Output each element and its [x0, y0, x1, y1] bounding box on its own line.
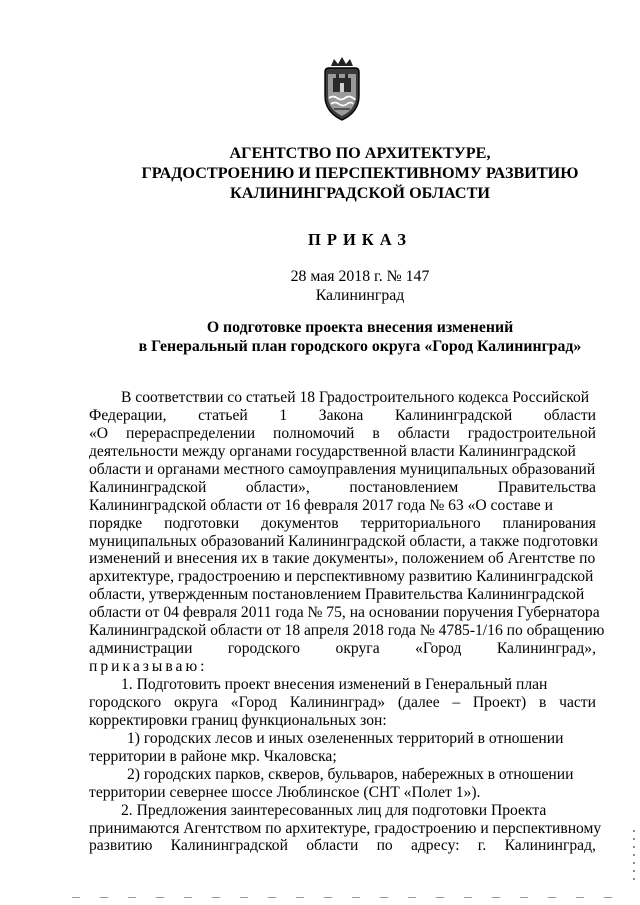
body-word: Проект) — [472, 693, 527, 711]
order-city: Калининград — [315, 287, 405, 304]
body-line — [89, 568, 596, 586]
body-line — [89, 640, 596, 658]
body-line — [89, 443, 596, 461]
body-word: адресу: — [410, 837, 460, 855]
body-line — [89, 802, 596, 820]
body-word: постановлением — [349, 478, 459, 496]
body-word: 1) городских лесов и иных озелененных территорий в отношении — [127, 729, 564, 747]
body-word: области от 04 февраля 2011 года № 75, на основании поручения Губернатора — [89, 604, 600, 622]
body-word: порядке — [89, 514, 143, 532]
body-word: деятельности между органами государственной власти Калининградской — [89, 442, 576, 460]
body-word: области», — [245, 478, 310, 496]
body-word: – — [452, 693, 461, 711]
agency-line: КАЛИНИНГРАДСКОЙ ОБЛАСТИ — [230, 184, 490, 202]
body-line — [89, 389, 596, 407]
order-subject — [80, 318, 640, 356]
body-line — [89, 694, 596, 712]
order-date-block — [80, 267, 640, 305]
body-line — [89, 819, 602, 838]
body-line — [89, 676, 596, 694]
body-word: Калининградской — [394, 406, 513, 424]
body-line — [89, 479, 596, 497]
body-word: в — [372, 424, 380, 442]
order-body — [89, 389, 605, 855]
scan-bottom-marks — [72, 897, 612, 899]
body-word: Калининград, — [504, 837, 596, 855]
body-line — [89, 604, 600, 622]
order-title: ПРИКАЗ — [308, 230, 412, 249]
body-word: области — [543, 406, 596, 424]
body-word: В соответствии со статьей 18 Градостроительного кодекса Российской — [121, 389, 590, 406]
body-line — [89, 586, 596, 604]
body-word: Закона — [318, 406, 364, 424]
body-word: 1. Подготовить проект внесения изменений в Генеральный план — [121, 676, 548, 693]
body-line — [89, 550, 596, 568]
body-word: г. — [477, 837, 487, 855]
body-line — [89, 784, 596, 802]
body-line — [89, 461, 596, 479]
body-word: городского — [89, 693, 162, 711]
body-word: округа — [335, 640, 380, 658]
body-word: области, утвержденным постановлением Правительства Калининградской — [89, 586, 585, 604]
scan-edge-marks — [633, 830, 636, 890]
body-line — [89, 748, 596, 766]
body-word: 2. Предложения заинтересованных лиц для подготовки Проекта — [121, 801, 547, 819]
body-line — [89, 425, 596, 443]
agency-line: ГРАДОСТРОЕНИЮ И ПЕРСПЕКТИВНОМУ РАЗВИТИЮ — [141, 164, 579, 182]
body-word: муниципальных образований Калининградской области, а также подготовки — [89, 532, 598, 550]
body-line — [89, 730, 596, 748]
body-line — [89, 497, 596, 515]
body-line — [89, 407, 596, 425]
body-word: «Город — [415, 640, 462, 658]
subject-line: в Генеральный план городского округа «Город Калининград» — [138, 338, 582, 355]
body-word: области — [306, 837, 359, 855]
body-word: в — [539, 693, 547, 711]
subject-line: О подготовке проекта внесения изменений — [206, 319, 514, 336]
body-line — [89, 712, 596, 730]
coat-of-arms-icon — [319, 56, 365, 122]
body-word: 1 — [279, 406, 288, 424]
body-line — [89, 515, 596, 533]
body-word: Калининградской области от 16 февраля 2017 года № 63 «О составе и — [89, 496, 553, 514]
body-word: изменений и внесения их в такие документы», положением об Агентстве по — [89, 550, 596, 568]
body-word: Калининградской — [170, 837, 288, 855]
body-word: Правительства — [497, 478, 596, 496]
body-word: планирования — [502, 514, 596, 532]
body-line — [89, 622, 605, 640]
body-word: полномочий — [273, 424, 355, 442]
body-line — [89, 766, 596, 784]
body-word: «Город — [230, 693, 278, 711]
body-word: округа — [173, 693, 219, 711]
body-line — [89, 658, 596, 676]
body-word: документов — [261, 514, 339, 532]
body-word: администрации — [89, 640, 193, 658]
body-word: (далее — [397, 693, 440, 711]
body-line — [89, 837, 596, 855]
body-word: Калининградской — [89, 478, 207, 496]
body-word: территории севернее шоссе Люблинское (СНТ «Полет 1»). — [89, 783, 481, 801]
agency-line: АГЕНТСТВО ПО АРХИТЕКТУРЕ, — [229, 144, 491, 162]
body-word: Калининград», — [496, 640, 596, 658]
body-word: территориального — [360, 514, 481, 532]
body-word: территории в районе мкр. Чкаловска; — [89, 747, 337, 765]
body-word: статьей — [198, 406, 248, 424]
body-word: Федерации, — [89, 406, 167, 424]
body-word: корректировки границ функциональных зон: — [89, 711, 387, 729]
body-word: «О — [89, 424, 109, 442]
body-word: принимаются Агентством по архитектуре, градостроению и перспективному — [89, 819, 602, 837]
body-word: по — [376, 837, 393, 855]
agency-name — [80, 143, 640, 203]
body-word: подготовки — [164, 514, 240, 532]
body-line — [89, 533, 596, 551]
body-word: области и органами местного самоуправления муниципальных образований — [89, 460, 596, 478]
body-word: Калининград» — [289, 693, 386, 711]
body-word: городского — [227, 640, 301, 658]
body-word: области — [397, 424, 450, 442]
body-word: 2) городских парков, скверов, бульваров, набережных в отношении — [127, 765, 574, 783]
body-word: Калининградской области от 18 апреля 2018 года № 4785-1/16 по обращению — [89, 622, 605, 640]
body-word: перераспределении — [126, 424, 256, 442]
body-word: части — [559, 693, 596, 711]
body-word: архитектуре, градостроению и перспективному развитию Калининградской — [89, 568, 594, 586]
body-word: развитию — [89, 837, 153, 855]
order-date: 28 мая 2018 г. № 147 — [290, 268, 430, 285]
body-word: градостроительной — [467, 424, 596, 442]
body-word: приказываю: — [89, 658, 208, 676]
